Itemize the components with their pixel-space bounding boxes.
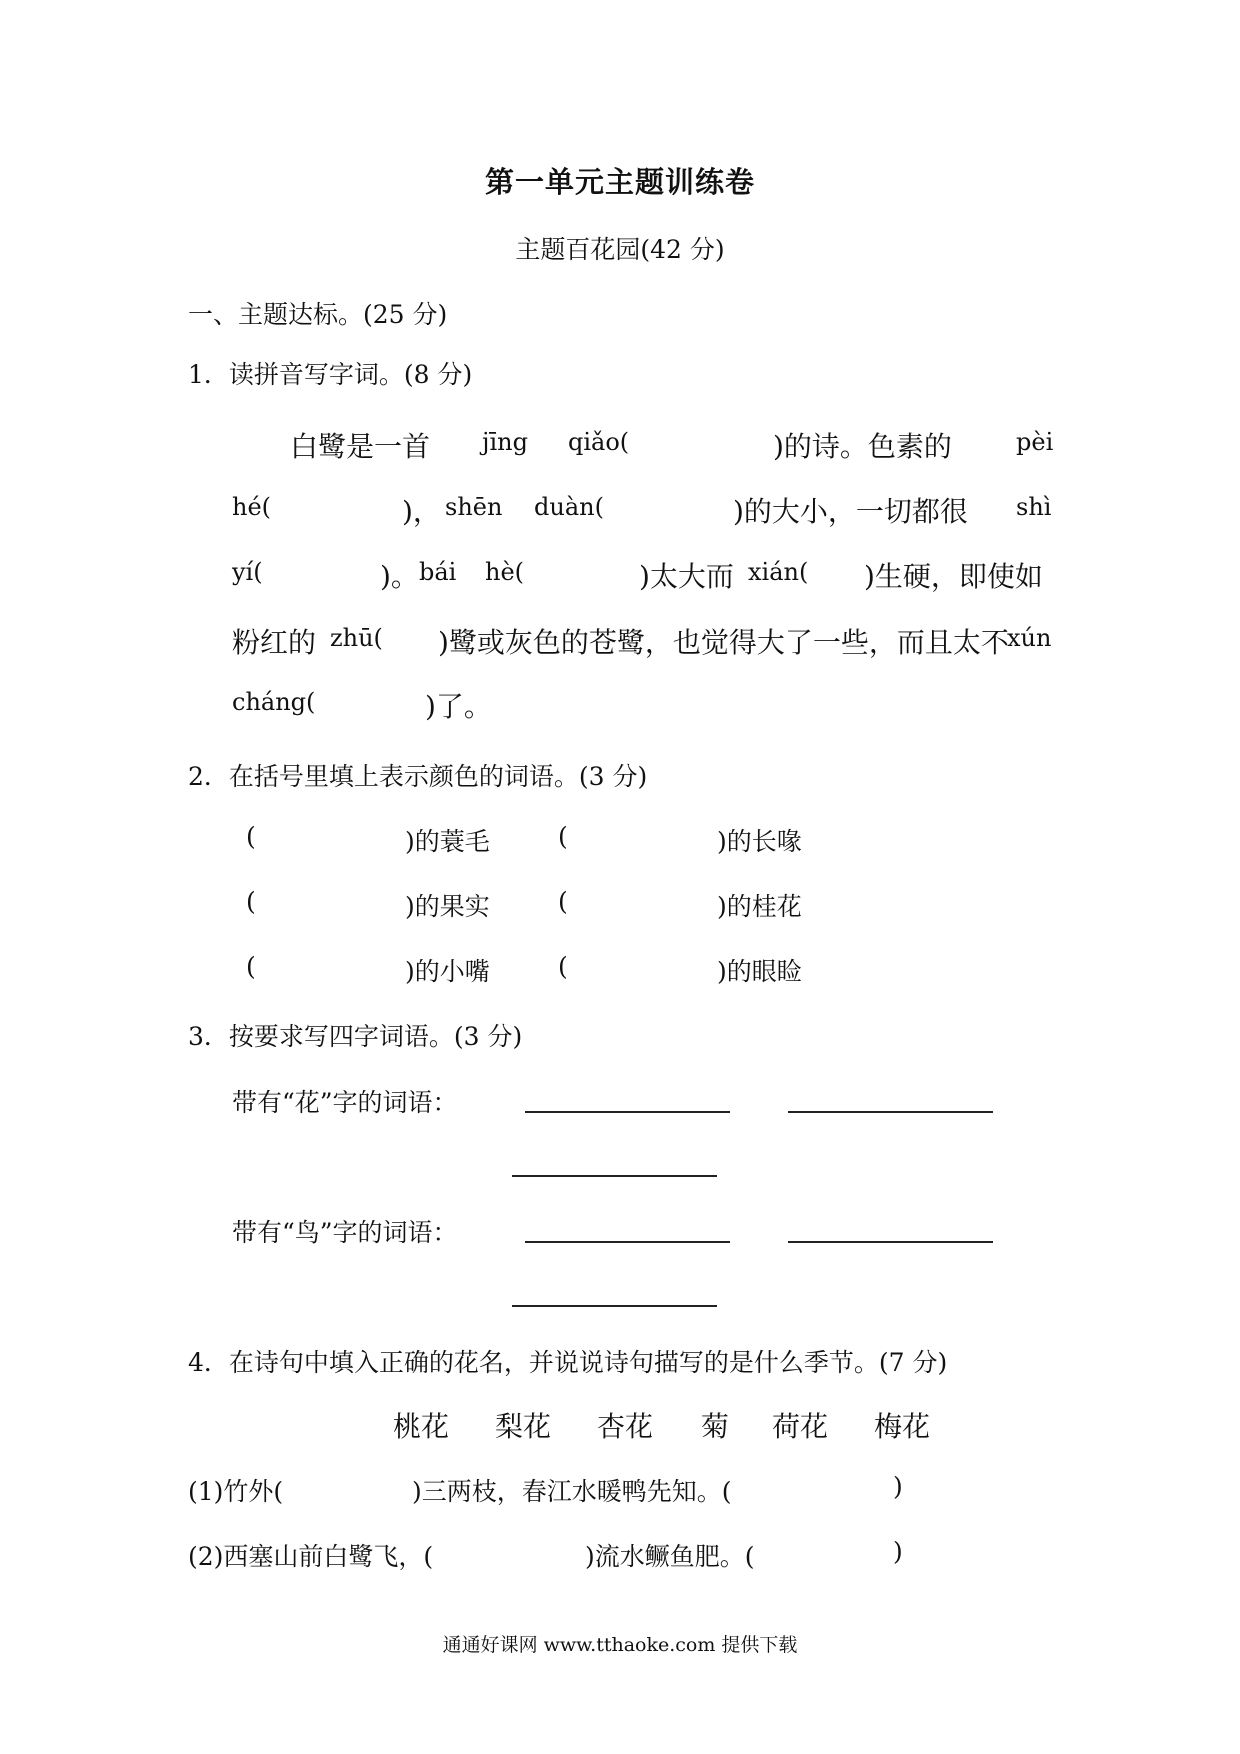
- pinyin-duan: duàn(: [534, 493, 604, 521]
- pinyin-bai: bái: [419, 558, 457, 586]
- q1-line3-text-a: )。: [380, 560, 419, 593]
- q2-open-paren: (: [558, 822, 568, 851]
- pinyin-jing: jīng: [482, 428, 528, 456]
- question-1-heading: 1．读拼音写字词。(8 分): [188, 360, 473, 389]
- pinyin-xian: xián(: [748, 558, 809, 586]
- section-heading: 一、主题达标。(25 分): [188, 300, 448, 329]
- answer-line[interactable]: [512, 1175, 717, 1177]
- answer-line[interactable]: [788, 1111, 993, 1113]
- q1-line4-text-b: )鹭或灰色的苍鹭，也觉得大了一些，而且太不: [438, 626, 1009, 659]
- pinyin-pei: pèi: [1016, 428, 1054, 456]
- answer-line[interactable]: [512, 1305, 717, 1307]
- flower-option: 菊: [701, 1410, 730, 1443]
- pinyin-chang: cháng(: [232, 688, 316, 716]
- q1-line3-text-b: )太大而: [639, 560, 734, 593]
- poem-2-end: ): [893, 1537, 903, 1566]
- q2-open-paren: (: [558, 952, 568, 981]
- question-3-heading: 3．按要求写四字词语。(3 分): [188, 1022, 523, 1051]
- pinyin-qiao: qiǎo(: [568, 428, 630, 456]
- answer-line[interactable]: [525, 1111, 730, 1113]
- pinyin-shen: shēn: [445, 493, 503, 521]
- page-subtitle: 主题百花园(42 分): [515, 235, 725, 264]
- poem-2-start: (2)西塞山前白鹭飞，(: [188, 1542, 434, 1571]
- q2-open-paren: (: [246, 822, 256, 851]
- question-4-heading: 4．在诗句中填入正确的花名，并说说诗句描写的是什么季节。(7 分): [188, 1348, 948, 1377]
- pinyin-shi: shì: [1016, 493, 1052, 521]
- q2-item-1: )的蓑毛: [405, 827, 490, 856]
- poem-1-start: (1)竹外(: [188, 1477, 284, 1506]
- q2-item-4: )的桂花: [717, 892, 802, 921]
- poem-1-middle: )三两枝，春江水暖鸭先知。(: [412, 1477, 732, 1506]
- answer-line[interactable]: [525, 1241, 730, 1243]
- flower-words-label: 带有“花”字的词语：: [232, 1088, 458, 1117]
- q2-open-paren: (: [246, 887, 256, 916]
- poem-1-end: ): [893, 1472, 903, 1501]
- pinyin-xun: xún: [1007, 624, 1052, 652]
- q2-item-2: )的长喙: [717, 827, 802, 856]
- q2-item-6: )的眼睑: [717, 957, 802, 986]
- q2-item-3: )的果实: [405, 892, 490, 921]
- question-2-heading: 2．在括号里填上表示颜色的词语。(3 分): [188, 762, 648, 791]
- pinyin-he: hé(: [232, 493, 272, 521]
- q1-line3-text-c: )生硬，即使如: [864, 560, 1043, 593]
- q1-line2-text-b: )的大小，一切都很: [733, 495, 968, 528]
- flower-option: 梨花: [495, 1410, 552, 1443]
- pinyin-zhu: zhū(: [330, 624, 383, 652]
- flower-option: 杏花: [597, 1410, 654, 1443]
- q1-line1-text-a: 白鹭是一首: [290, 430, 431, 463]
- bird-words-label: 带有“鸟”字的词语：: [232, 1218, 458, 1247]
- flower-option: 桃花: [393, 1410, 450, 1443]
- q1-line1-text-b: )的诗。色素的: [773, 430, 952, 463]
- answer-line[interactable]: [788, 1241, 993, 1243]
- pinyin-yi: yí(: [232, 558, 263, 586]
- page-title: 第一单元主题训练卷: [484, 165, 755, 199]
- poem-2-middle: )流水鳜鱼肥。(: [585, 1542, 755, 1571]
- q1-line4-text-a: 粉红的: [232, 626, 317, 659]
- q1-line2-text-a: )，: [402, 495, 441, 528]
- q2-open-paren: (: [246, 952, 256, 981]
- pinyin-hè: hè(: [485, 558, 525, 586]
- q2-open-paren: (: [558, 887, 568, 916]
- footer-credit: 通通好课网 www.tthaoke.com 提供下载: [442, 1634, 798, 1656]
- q2-item-5: )的小嘴: [405, 957, 490, 986]
- flower-option: 荷花: [772, 1410, 829, 1443]
- q1-line5-text-a: )了。: [425, 690, 492, 723]
- flower-option: 梅花: [874, 1410, 931, 1443]
